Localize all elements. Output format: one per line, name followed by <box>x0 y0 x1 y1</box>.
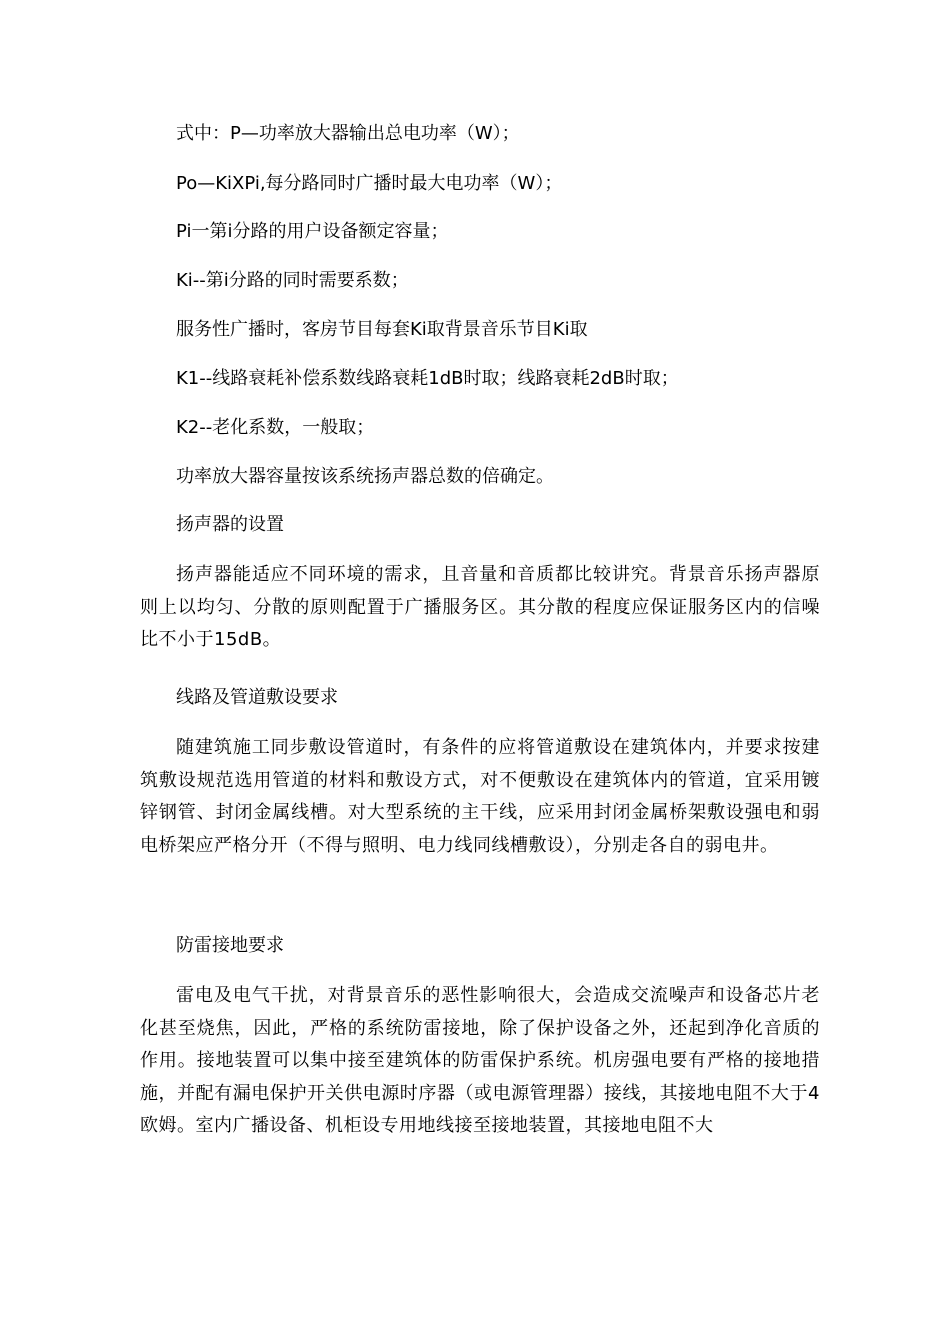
section-body-grounding: 雷电及电气干扰，对背景音乐的恶性影响很大，会造成交流噪声和设备芯片老化甚至烧焦，因此，严格的系统防雷接地，除了保护设备之外，还起到净化音质的作用。接地装置可以集中接至建筑体的防雷保护系统。机房强电要有严格的接地措施，并配有漏电保护开关供电源时序器（或电源管理器）接线，其接地电阻不大于4欧姆。室内广播设备、机柜设专用地线接至接地装置，其接地电阻不大 <box>140 985 820 1136</box>
formula-note-k2: K2--老化系数，一般取； <box>176 417 375 438</box>
formula-note-rated-capacity: Pi一第i分路的用户设备额定容量； <box>176 221 449 242</box>
formula-note-k1: K1--线路衰耗补偿系数线路衰耗1dB时取；线路衰耗2dB时取； <box>176 368 679 389</box>
section-body-wiring: 随建筑施工同步敷设管道时，有条件的应将管道敷设在建筑体内，并要求按建筑敷设规范选用管道的材料和敷设方式，对不便敷设在建筑体内的管道，宜采用镀锌钢管、封闭金属线槽。对大型系统的主干线，应采用封闭金属桥架敷设强电和弱电桥架应严格分开（不得与照明、电力线同线槽敷设），分别走各自的弱电井。 <box>140 737 820 856</box>
section-heading-wiring: 线路及管道敷设要求 <box>176 687 338 708</box>
formula-note-demand-factor: Ki--第i分路的同时需要系数； <box>176 270 409 291</box>
formula-note-total-power: 式中：P—功率放大器输出总电功率（W）； <box>176 123 520 144</box>
section-heading-grounding: 防雷接地要求 <box>176 935 284 956</box>
formula-note-max-power: Po—KiXPi,每分路同时广播时最大电功率（W）； <box>176 173 563 194</box>
section-heading-speaker: 扬声器的设置 <box>176 514 284 535</box>
formula-note-amplifier-capacity: 功率放大器容量按该系统扬声器总数的倍确定。 <box>176 466 554 487</box>
section-body-speaker: 扬声器能适应不同环境的需求，且音量和音质都比较讲究。背景音乐扬声器原则上以均匀、分散的原则配置于广播服务区。其分散的程度应保证服务区内的信噪比不小于15dB。 <box>140 564 820 650</box>
formula-note-service-broadcast: 服务性广播时，客房节目每套Ki取背景音乐节目Ki取 <box>176 319 588 340</box>
